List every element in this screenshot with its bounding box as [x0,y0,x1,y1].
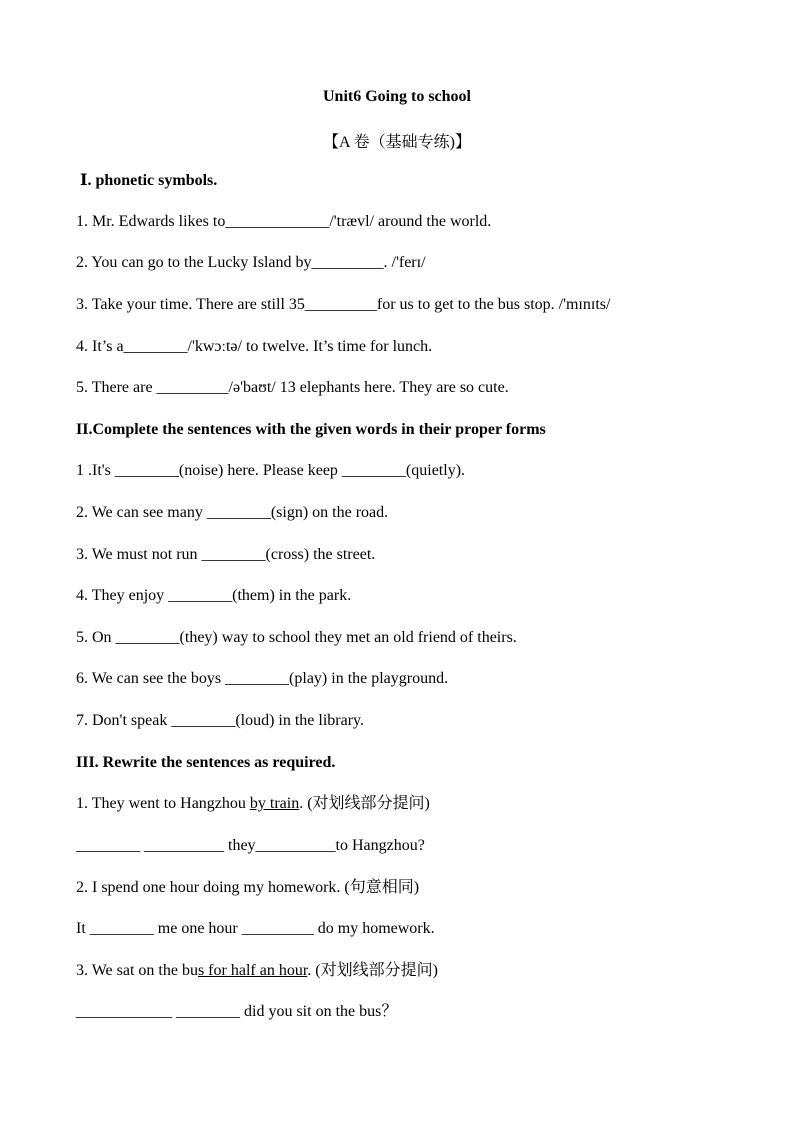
section-2-item-7: 7. Don't speak ________(loud) in the library. [76,712,365,729]
section-3-question-3 [76,961,438,981]
section-2-heading: II.Complete the sentences with the given words in their proper forms [76,421,546,438]
section-2-item-5: 5. On ________(they) way to school they met an old friend of theirs. [76,629,517,646]
page-title: Unit6 Going to school [322,88,471,105]
q1-text-before: 1. They went to Hangzhou [76,795,250,812]
section-3-question-2: 2. I spend one hour doing my homework. (句意相同) [76,879,420,896]
section-2-item-6: 6. We can see the boys ________(play) in the playground. [76,670,449,687]
q3-text-before: 3. We sat on the bu [76,962,198,979]
section-3-question-1 [76,794,430,814]
section-2-item-2: 2. We can see many ________(sign) on the road. [76,504,389,521]
section-1-item-5: 5. There are _________/ə'baʊt/ 13 elephants here. They are so cute. [76,379,509,396]
section-1-heading: Ⅰ. phonetic symbols. [80,172,218,189]
section-2-item-3: 3. We must not run ________(cross) the street. [76,546,376,563]
q1-underlined-phrase: by train [249,795,300,812]
section-3-heading: III. Rewrite the sentences as required. [76,754,336,771]
page-subtitle: 【A 卷（基础专练)】 [322,134,471,151]
section-1-item-2: 2. You can go to the Lucky Island by_________. /'ferɪ/ [76,254,426,271]
section-3-answer-3: ____________ ________ did you sit on the bus？ [76,1003,398,1020]
section-1-item-4: 4. It’s a________/'kwɔːtə/ to twelve. It’s time for lunch. [76,338,433,355]
section-1-item-3: 3. Take your time. There are still 35_________for us to get to the bus stop. /'mɪnɪts/ [76,296,611,313]
section-3-answer-2: It ________ me one hour _________ do my homework. [76,920,435,937]
section-2-item-1: 1 .It's ________(noise) here. Please keep ________(quietly). [76,462,466,479]
section-3-answer-1: ________ __________ they__________to Hangzhou? [76,837,425,854]
q3-text-after: . (对划线部分提问) [307,962,438,979]
q1-text-after: . (对划线部分提问) [299,795,430,812]
section-1-item-1: 1. Mr. Edwards likes to_____________/'trævl/ around the world. [76,213,492,230]
section-2-item-4: 4. They enjoy ________(them) in the park. [76,587,352,604]
q3-underlined-phrase: s for half an hour [197,962,308,979]
